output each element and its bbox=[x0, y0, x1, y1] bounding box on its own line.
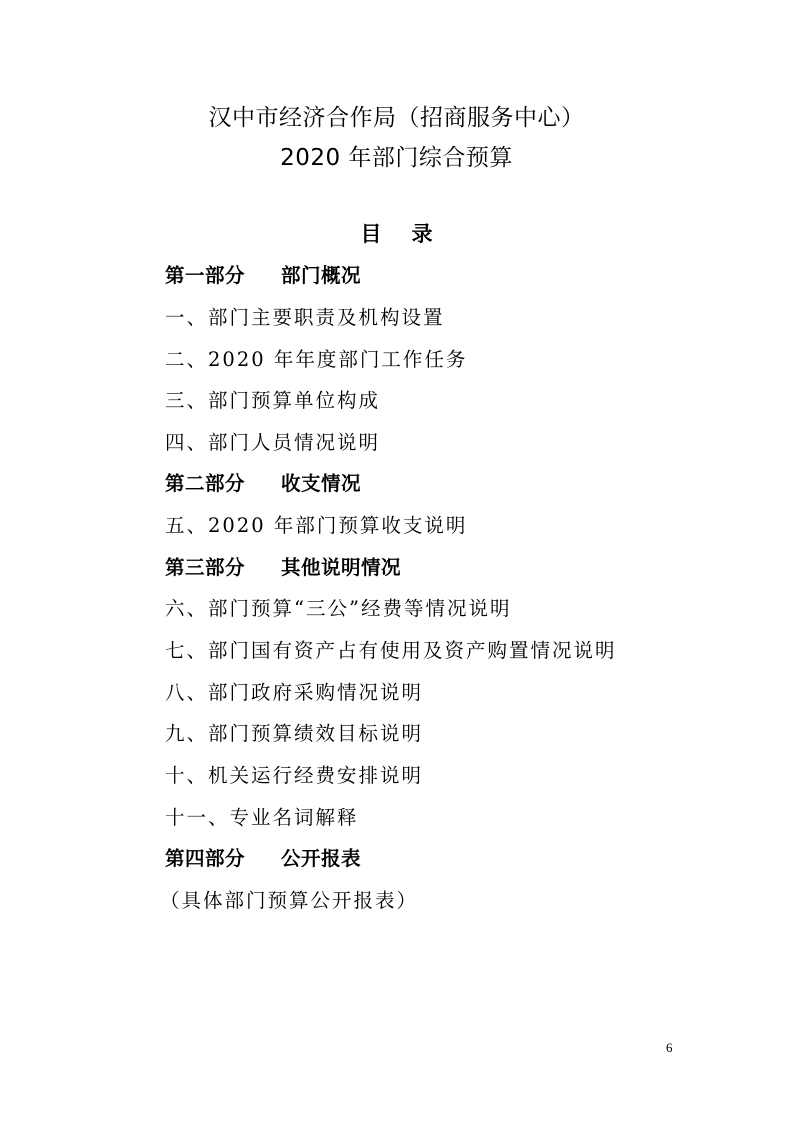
page-number: 6 bbox=[666, 1040, 673, 1055]
document-title: 汉中市经济合作局（招商服务中心） bbox=[208, 105, 585, 131]
toc-item: （具体部门预算公开报表） bbox=[160, 889, 419, 912]
toc-part-1 bbox=[165, 263, 361, 289]
toc-item: 一、部门主要职责及机构设置 bbox=[165, 306, 445, 329]
toc-part-2 bbox=[165, 471, 361, 497]
part-label: 第三部分 bbox=[165, 556, 246, 579]
toc-item: 十一、专业名词解释 bbox=[165, 806, 359, 829]
document-subtitle: 2020 年部门综合预算 bbox=[280, 145, 513, 171]
part-title: 公开报表 bbox=[281, 847, 362, 870]
toc-heading-right: 录 bbox=[411, 222, 433, 246]
toc-item: 二、2020 年年度部门工作任务 bbox=[165, 348, 468, 371]
part-title: 部门概况 bbox=[281, 264, 362, 287]
toc-item: 八、部门政府采购情况说明 bbox=[165, 681, 424, 704]
part-label: 第二部分 bbox=[165, 472, 246, 495]
toc-item: 三、部门预算单位构成 bbox=[165, 389, 381, 412]
part-title: 其他说明情况 bbox=[281, 556, 402, 579]
toc-item: 四、部门人员情况说明 bbox=[165, 431, 381, 454]
toc-item: 五、2020 年部门预算收支说明 bbox=[165, 514, 468, 537]
part-label: 第四部分 bbox=[165, 847, 246, 870]
toc-heading bbox=[0, 220, 793, 248]
toc-item: 九、部门预算绩效目标说明 bbox=[165, 722, 424, 745]
toc-item: 十、机关运行经费安排说明 bbox=[165, 764, 424, 787]
part-title: 收支情况 bbox=[281, 472, 362, 495]
toc-part-3 bbox=[165, 555, 401, 581]
toc-item: 七、部门国有资产占有使用及资产购置情况说明 bbox=[165, 639, 617, 662]
toc-heading-left: 目 bbox=[360, 222, 382, 246]
toc-item: 六、部门预算“三公”经费等情况说明 bbox=[165, 597, 512, 620]
toc-part-4 bbox=[165, 846, 361, 872]
part-label: 第一部分 bbox=[165, 264, 246, 287]
